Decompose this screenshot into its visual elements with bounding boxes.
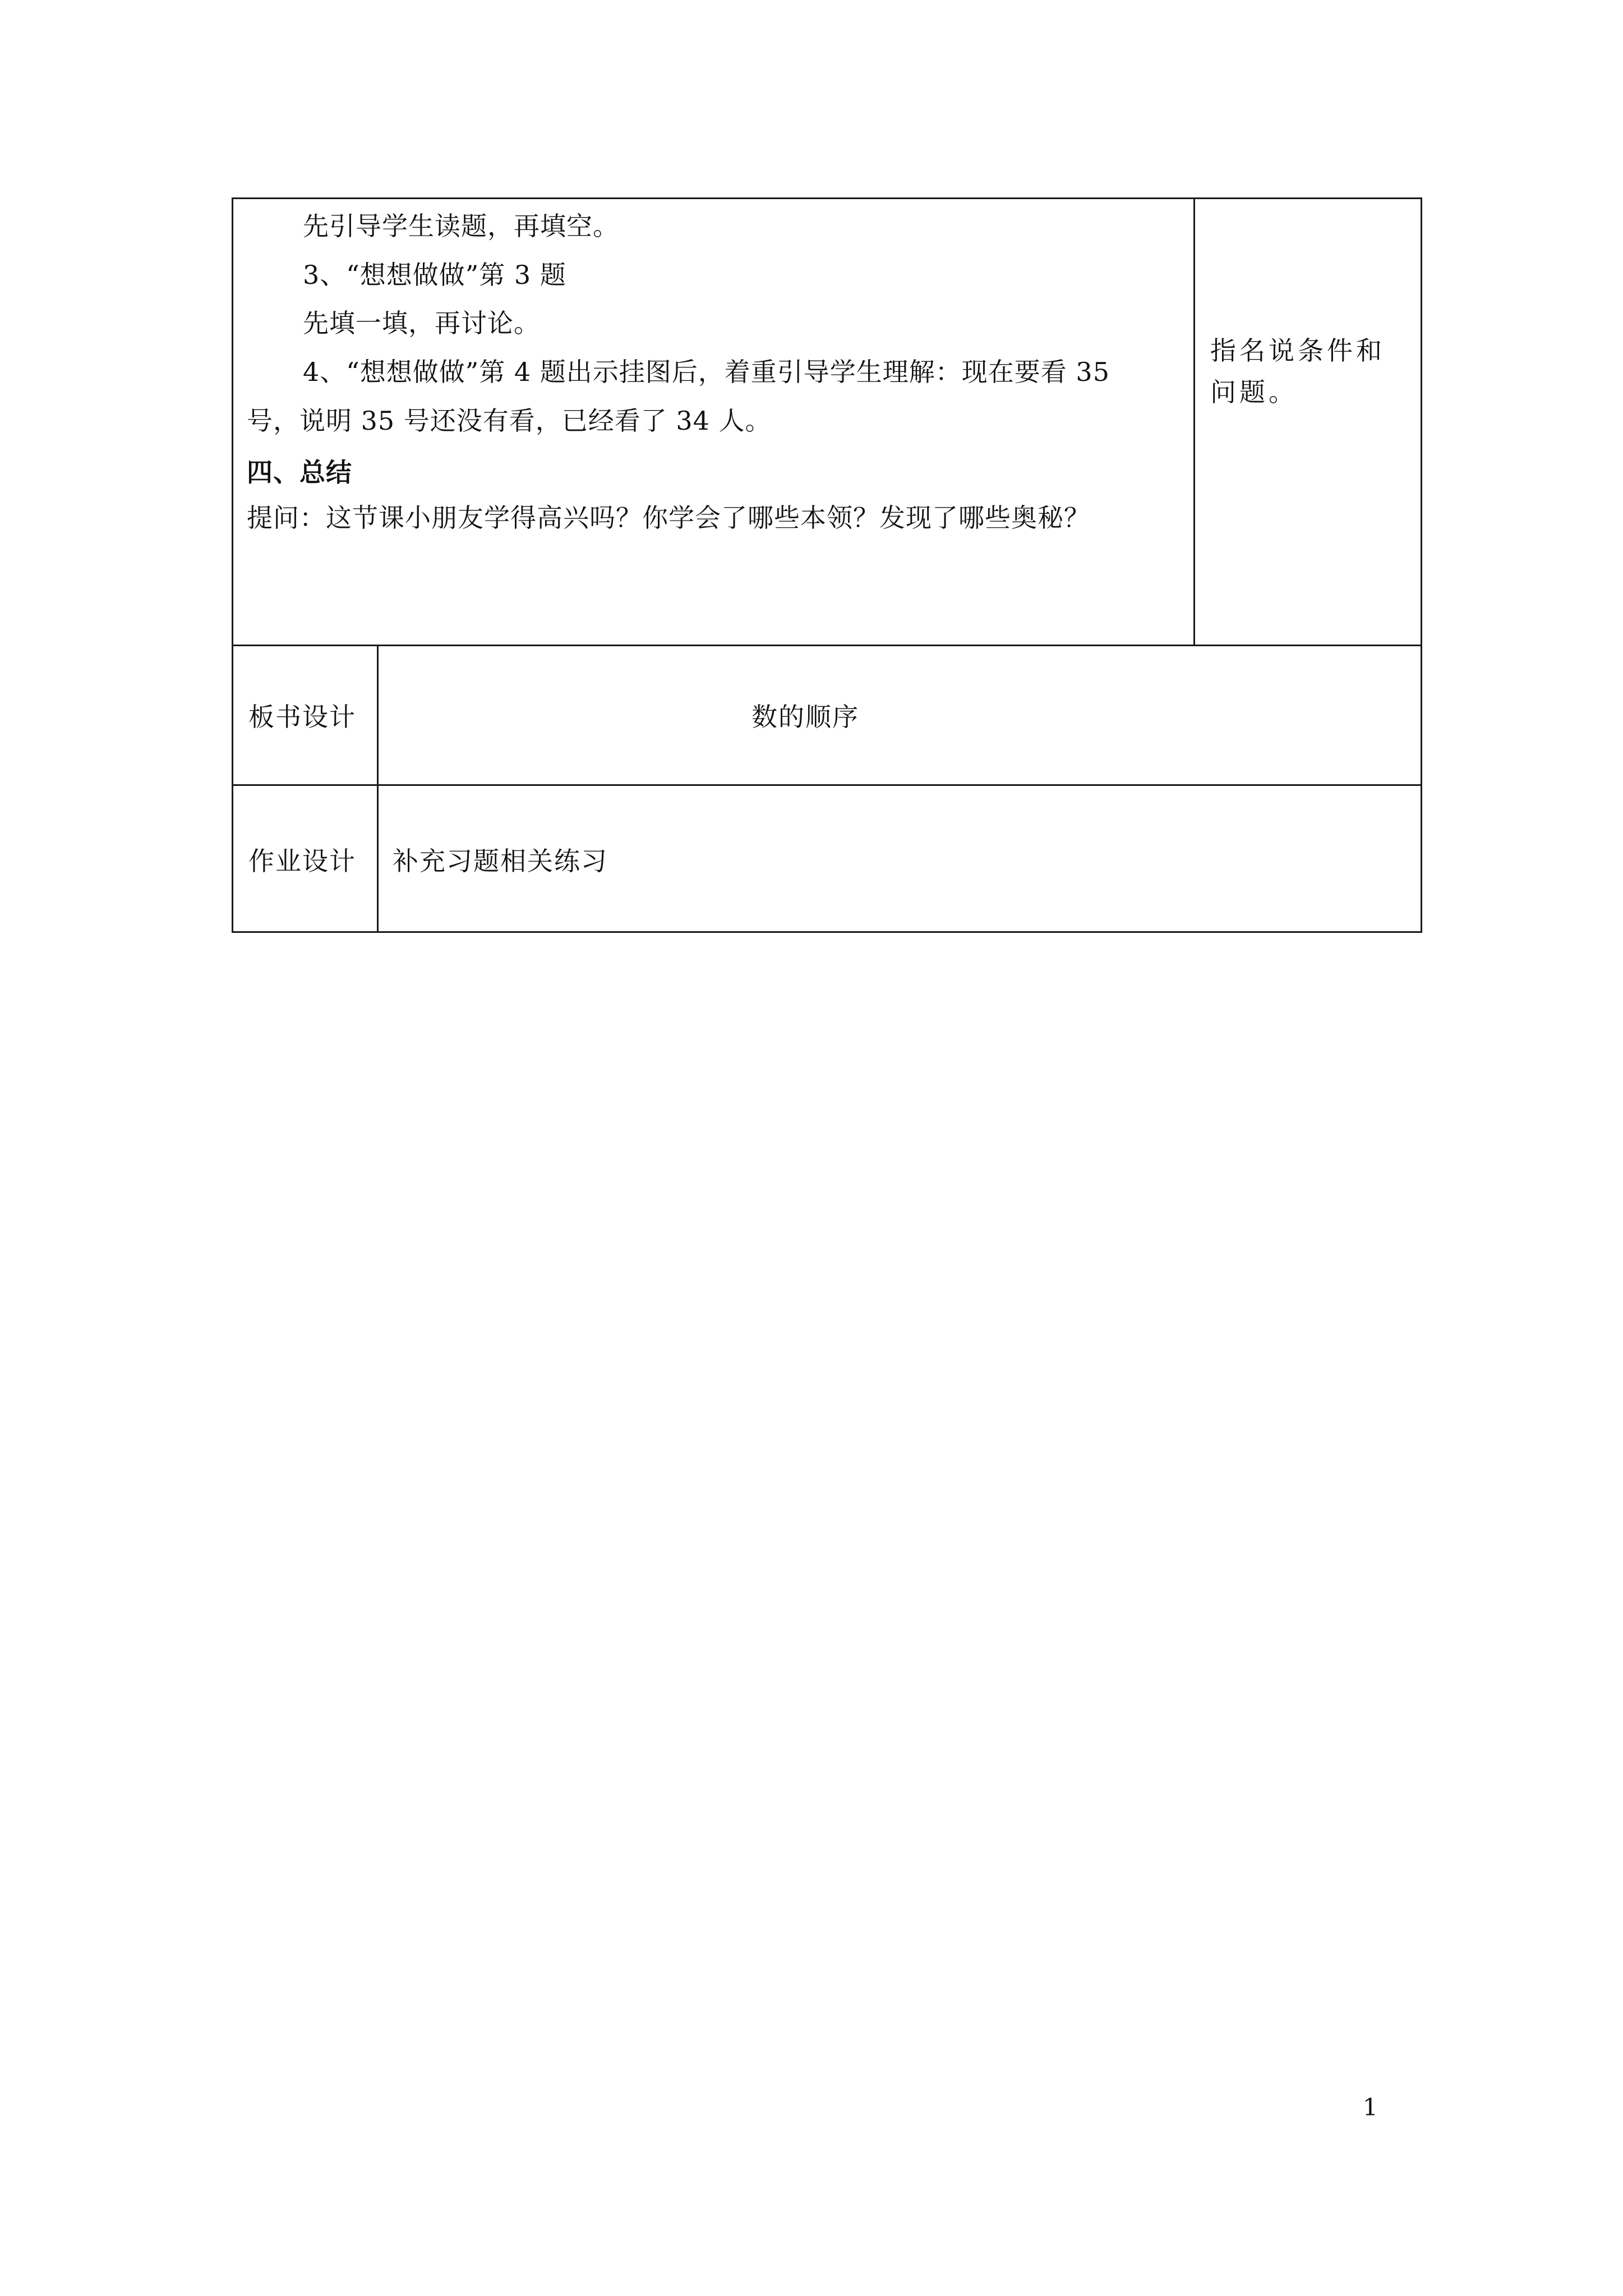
lesson-line-5: 号，说明 35 号还没有看，已经看了 34 人。: [247, 406, 772, 436]
side-note-line-2: 问题。: [1210, 377, 1298, 407]
section-heading: 四、总结: [247, 457, 352, 487]
side-note-line-1: 指名说条件和: [1210, 335, 1385, 366]
side-note-cell: [1193, 197, 1422, 646]
homework-content: 补充习题相关练习: [393, 846, 608, 876]
lesson-line-1: 先引导学生读题，再填空。: [303, 211, 619, 241]
board-design-label: 板书设计: [248, 702, 356, 732]
board-design-content: 数的顺序: [751, 702, 859, 732]
lesson-line-2: 3、“想想做做”第 3 题: [303, 260, 566, 290]
lesson-line-4: 4、“想想做做”第 4 题出示挂图后，着重引导学生理解：现在要看 35: [303, 357, 1110, 387]
page-number: 1: [1363, 2093, 1378, 2121]
homework-label: 作业设计: [248, 846, 356, 876]
lesson-line-3: 先填一填，再讨论。: [303, 308, 540, 338]
summary-question: 提问：这节课小朋友学得高兴吗？你学会了哪些本领？发现了哪些奥秘？: [247, 503, 1090, 533]
board-design-content-cell: [377, 645, 1422, 786]
